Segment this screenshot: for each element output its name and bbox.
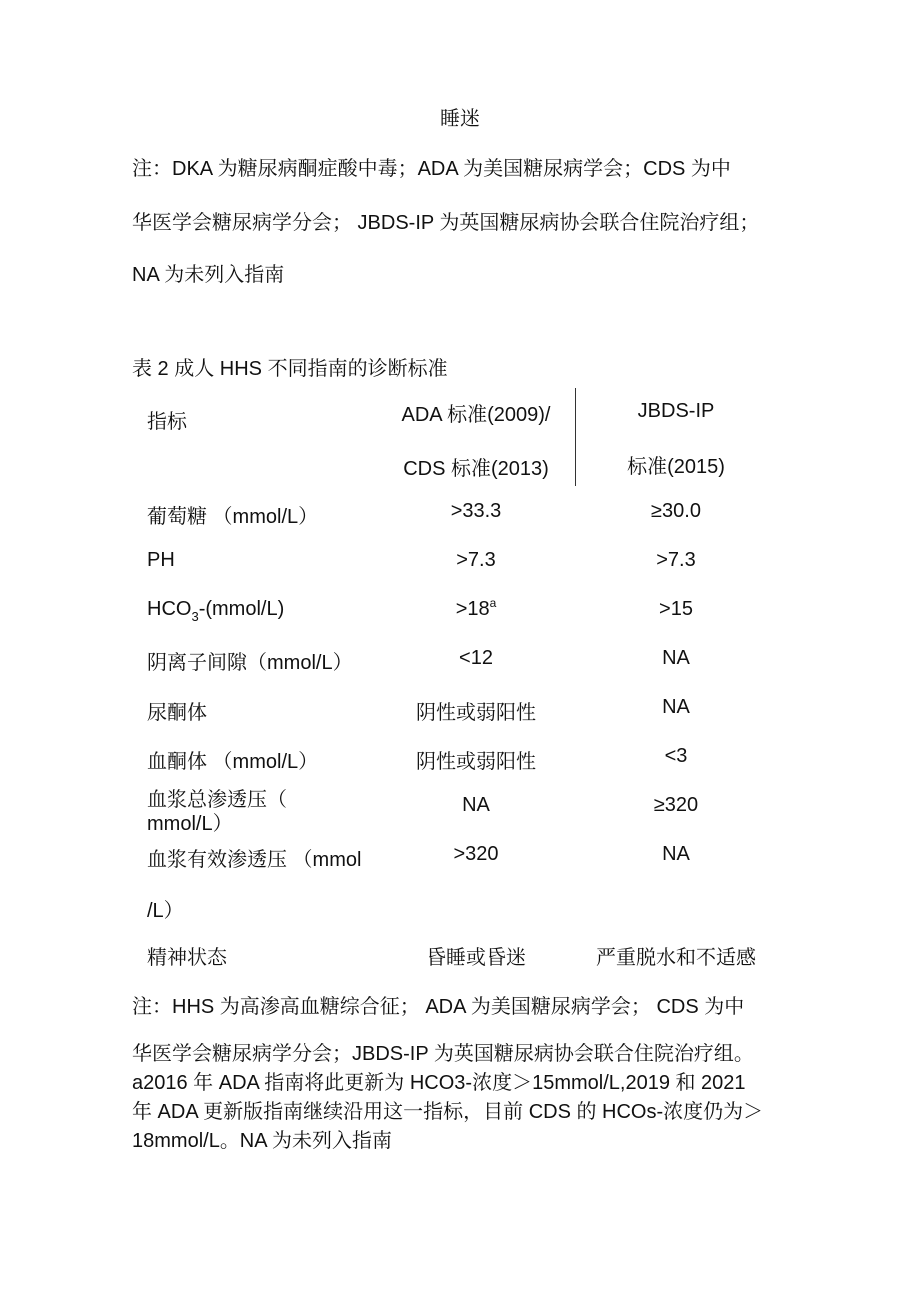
header-ada-line1: ADA 标准(2009)/ — [401, 404, 551, 426]
header-ada-line2: CDS 标准(2013) — [403, 458, 549, 480]
table-caption: 表 2 成人 HHS 不同指南的诊断标准 — [132, 358, 448, 380]
row-jbds-value: NA — [662, 696, 690, 718]
note-line: 注：DKA 为糖尿病酮症酸中毒；ADA 为美国糖尿病学会；CDS 为中 — [132, 158, 731, 180]
row-name: 血酮体 （mmol/L） — [147, 751, 319, 773]
row-jbds-value: >7.3 — [656, 549, 696, 571]
row-name: 精神状态 — [147, 947, 227, 969]
note-line: NA 为未列入指南 — [132, 264, 285, 286]
row-name: 葡萄糖 （mmol/L） — [147, 506, 319, 528]
row-ada-value: 昏睡或昏迷 — [426, 947, 526, 969]
note-line: a2016 年 ADA 指南将此更新为 HCO3-浓度＞15mmol/L,2019 和 2021 — [132, 1072, 746, 1094]
header-jbds-line1: JBDS-IP — [637, 400, 715, 422]
row-ada-number: >18 — [455, 598, 490, 620]
row-name-subscript: 3 — [191, 609, 199, 624]
row-name-line1: 血浆有效渗透压 （mmol — [147, 849, 362, 871]
note-line: 注：HHS 为高渗高血糖综合征； ADA 为美国糖尿病学会； CDS 为中 — [132, 996, 745, 1018]
row-jbds-value: ≥30.0 — [651, 500, 701, 522]
footnote-marker: a — [489, 596, 497, 610]
row-ada-value: 阴性或弱阳性 — [416, 702, 536, 724]
previous-table-fragment: 睡迷 — [440, 108, 480, 130]
row-jbds-value: NA — [662, 843, 690, 865]
row-jbds-value: <3 — [664, 745, 688, 767]
note-body — [132, 1040, 763, 1156]
row-jbds-value: >15 — [659, 598, 693, 620]
row-ada-value — [376, 598, 576, 621]
row-name-line2: mmol/L） — [147, 813, 233, 835]
note-line: 年 ADA 更新版指南继续沿用这一指标，目前 CDS 的 HCOs-浓度仍为＞ — [132, 1101, 764, 1123]
row-jbds-value: 严重脱水和不适感 — [596, 947, 756, 969]
row-ada-value: NA — [462, 794, 490, 816]
row-ada-value: >7.3 — [456, 549, 496, 571]
row-name-line1: 血浆总渗透压（ — [147, 789, 287, 811]
note-line: 18mmol/L。NA 为未列入指南 — [132, 1130, 393, 1152]
header-indicator: 指标 — [147, 411, 187, 433]
row-name — [147, 598, 285, 624]
row-name-line2: /L） — [147, 900, 184, 922]
note-line: 华医学会糖尿病学分会； JBDS-IP 为英国糖尿病协会联合住院治疗组； — [132, 212, 760, 234]
row-ada-value: >320 — [453, 843, 499, 865]
header-jbds-line2: 标准(2015) — [627, 456, 725, 478]
row-name-main: HCO — [147, 598, 192, 620]
row-jbds-value: ≥320 — [653, 794, 699, 816]
row-jbds-value: NA — [662, 647, 690, 669]
row-name: 尿酮体 — [147, 702, 207, 724]
row-ada-value: <12 — [459, 647, 493, 669]
note-line: 华医学会糖尿病学分会；JBDS-IP 为英国糖尿病协会联合住院治疗组。 — [132, 1043, 754, 1065]
row-name: 阴离子间隙（mmol/L） — [147, 652, 353, 674]
row-ada-value: 阴性或弱阳性 — [416, 751, 536, 773]
row-name-unit: -(mmol/L) — [198, 598, 285, 620]
row-name: PH — [147, 549, 175, 571]
row-ada-value: >33.3 — [450, 500, 502, 522]
